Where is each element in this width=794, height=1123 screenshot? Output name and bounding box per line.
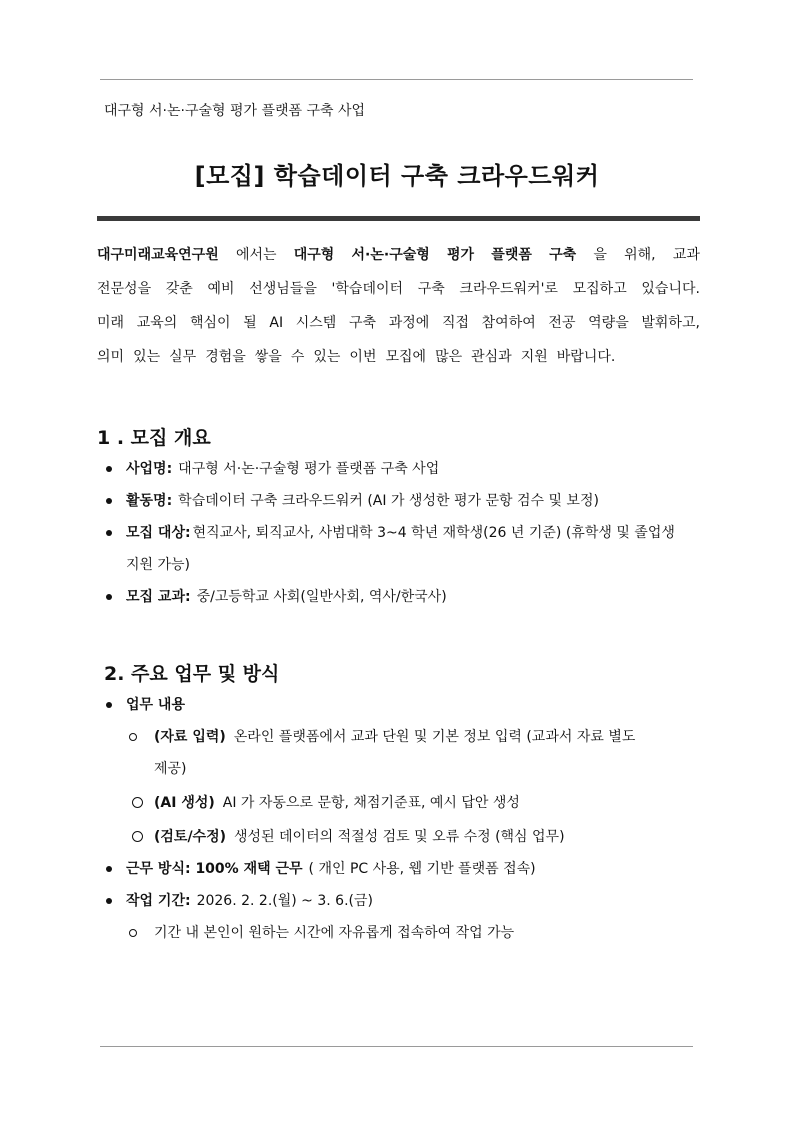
item-continuation: 지원 가능)	[126, 557, 191, 573]
intro-word: 지원	[520, 349, 548, 365]
item-value: ( 개인 PC 사용, 웹 기반 플랫폼 접속)	[308, 861, 536, 877]
circle-bullet-icon	[132, 831, 143, 842]
circle-bullet-icon	[129, 733, 137, 741]
list-item	[104, 689, 704, 721]
task-continuation: 제공)	[154, 761, 187, 777]
section-1-list	[104, 453, 704, 613]
intro-word: 실무	[169, 349, 197, 365]
item-value: 중/고등학교 사회(일반사회, 역사/한국사)	[196, 589, 447, 605]
intro-word: 시스템	[295, 315, 337, 331]
intro-word: 수	[290, 349, 305, 365]
task-item	[104, 821, 704, 853]
item-label: 모집 교과:	[126, 589, 191, 605]
intro-word: 구축	[417, 281, 445, 297]
bullet-icon	[106, 530, 112, 536]
intro-word: 미래	[97, 315, 125, 331]
intro-word: 쌓을	[254, 349, 282, 365]
task-item	[104, 787, 704, 819]
list-item	[104, 853, 704, 885]
intro-word: 구축	[549, 247, 577, 263]
page-title: [모집] 학습데이터 구축 크라우드워커	[194, 162, 600, 190]
intro-word: 발휘하고,	[641, 315, 700, 331]
task-label: (자료 입력)	[154, 729, 226, 745]
intro-line-1	[97, 238, 700, 272]
item-label: 모집 대상:	[126, 525, 191, 541]
intro-word: 경험을	[205, 349, 246, 365]
bullet-icon	[106, 898, 112, 904]
bullet-icon	[106, 498, 112, 504]
circle-bullet-icon	[129, 929, 137, 937]
bullet-icon	[106, 466, 112, 472]
bullet-icon	[106, 594, 112, 600]
intro-word: '학습데이터	[331, 281, 404, 297]
intro-word: 교과	[672, 247, 700, 263]
intro-paragraph	[97, 238, 700, 374]
intro-word: 을	[593, 247, 607, 263]
section-2-title: 2. 주요 업무 및 방식	[104, 663, 280, 685]
intro-word: 모집하고	[572, 281, 627, 297]
intro-word: 선생님들을	[249, 281, 317, 297]
item-label: 활동명:	[126, 493, 173, 509]
intro-word: 관심과	[471, 349, 512, 365]
intro-word: 대구형	[293, 247, 335, 263]
item-label: 사업명:	[126, 461, 173, 477]
item-label: 업무 내용	[126, 697, 185, 713]
intro-word: 구축	[348, 315, 377, 331]
task-value: 온라인 플랫폼에서 교과 단원 및 기본 정보 입력 (교과서 자료 별도	[233, 729, 636, 745]
period-note: 기간 내 본인이 원하는 시간에 자유롭게 접속하여 작업 가능	[154, 925, 515, 941]
item-value: 2026. 2. 2.(월) ~ 3. 6.(금)	[196, 893, 373, 909]
task-item	[104, 721, 704, 753]
intro-word: 핵심이	[189, 315, 231, 331]
intro-word: 플랫폼	[491, 247, 532, 263]
task-label: (검토/수정)	[154, 829, 227, 845]
intro-word: 이번	[349, 349, 377, 365]
list-item	[104, 581, 704, 613]
intro-word: 많은	[435, 349, 463, 365]
intro-word: 위해,	[624, 247, 656, 263]
bottom-divider	[100, 1046, 693, 1047]
item-label: 작업 기간:	[126, 893, 191, 909]
task-label: (AI 생성)	[154, 795, 215, 811]
intro-word: 모집에	[385, 349, 427, 365]
list-item	[104, 453, 704, 485]
intro-word: AI	[269, 315, 284, 331]
intro-line-3	[97, 306, 700, 340]
intro-word: 역량을	[588, 315, 629, 331]
item-value: 대구형 서·논·구술형 평가 플랫폼 구축 사업	[178, 461, 440, 477]
intro-word: 평가	[447, 247, 475, 263]
intro-word: 예비	[207, 281, 235, 297]
intro-word: 크라우드워커'로	[459, 281, 558, 297]
task-value: AI 가 자동으로 문항, 채점기준표, 예시 답안 생성	[222, 795, 520, 811]
intro-word: 있는	[133, 349, 161, 365]
intro-word: 갖춘	[165, 281, 193, 297]
bullet-icon	[106, 866, 112, 872]
program-header: 대구형 서·논·구술형 평가 플랫폼 구축 사업	[104, 103, 366, 119]
intro-line-4	[97, 340, 700, 374]
task-item	[104, 917, 704, 949]
bullet-icon	[106, 702, 112, 708]
intro-word: 전문성을	[97, 281, 152, 297]
intro-word: 서·논·구술형	[351, 247, 430, 263]
intro-word: 직접	[441, 315, 469, 331]
intro-word: 에서는	[235, 247, 277, 263]
task-value: 생성된 데이터의 적절성 검토 및 오류 수정 (핵심 업무)	[234, 829, 565, 845]
intro-word: 바랍니다.	[556, 349, 616, 365]
intro-word: 대구미래교육연구원	[97, 247, 219, 263]
intro-word: 전공	[548, 315, 576, 331]
intro-word: 교육의	[136, 315, 178, 331]
item-value: 학습데이터 구축 크라우드워커 (AI 가 생성한 평가 문항 검수 및 보정)	[178, 493, 599, 509]
top-divider	[100, 79, 693, 80]
intro-word: 의미	[97, 349, 125, 365]
intro-line-2	[97, 272, 700, 306]
intro-word: 참여하여	[481, 315, 536, 331]
item-value: 현직교사, 퇴직교사, 사범대학 3~4 학년 재학생(26 년 기준) (휴학생 및 졸업생	[192, 525, 675, 541]
intro-word: 될	[243, 315, 257, 331]
list-item	[104, 485, 704, 517]
intro-word: 과정에	[388, 315, 430, 331]
intro-word: 있습니다.	[641, 281, 700, 297]
list-item	[104, 885, 704, 917]
section-2-list	[104, 689, 704, 949]
section-1-title: 1 . 모집 개요	[97, 427, 211, 449]
intro-word: 있는	[313, 349, 341, 365]
title-divider	[97, 216, 700, 221]
item-label: 근무 방식: 100% 재택 근무	[126, 861, 303, 877]
list-item	[104, 517, 704, 549]
circle-bullet-icon	[132, 797, 143, 808]
